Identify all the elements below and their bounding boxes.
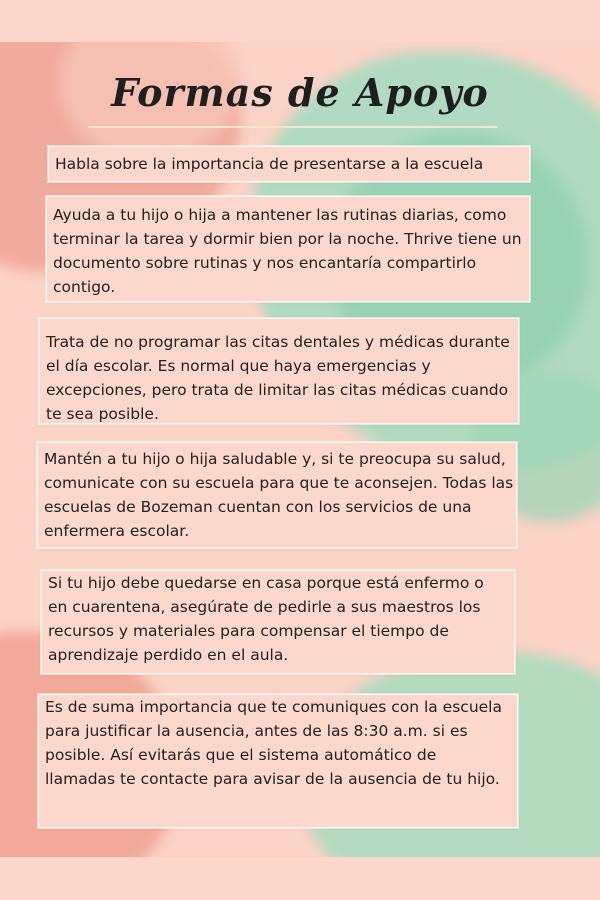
tip-card-absence xyxy=(38,694,518,828)
tip-text: Si tu hijo debe quedarse en casa porque está enfermo o en cuarentena, asegúrate de pedirle a sus maestros los recursos y materiales para compensar el tiempo de aprendizaje perdido en el aula. xyxy=(48,574,484,664)
tip-text: Es de suma importancia que te comuniques con la escuela para justificar la ausencia, antes de las 8:30 a.m. si es posible. Así evitarás que el sistema automático de llamadas te contacte para avisar de la ausencia de tu hijo. xyxy=(45,698,502,788)
tip-card-home xyxy=(41,570,515,674)
tip-card-appointments xyxy=(39,318,519,424)
tip-card-health xyxy=(37,442,517,548)
tip-text: Habla sobre la importancia de presentarse a la escuela xyxy=(55,155,484,173)
title-underline xyxy=(88,126,498,128)
tip-text: Mantén a tu hijo o hija saludable y, si te preocupa su salud, comunicate con su escuela para que te aconsejen. Todas las escuelas de Bozeman cuentan con los servicios de una enfermera escolar. xyxy=(44,450,514,540)
page-title: Formas de Apoyo xyxy=(111,70,489,115)
tip-text: Ayuda a tu hijo o hija a mantener las rutinas diarias, como terminar la tarea y dormir bien por la noche. Thrive tiene un documento sobre rutinas y nos encantaría compartirlo contigo. xyxy=(53,206,522,296)
tip-text: Trata de no programar las citas dentales y médicas durante el día escolar. Es normal que haya emergencias y excepciones, pero trata de limitar las citas médicas cuando te sea posible. xyxy=(46,333,510,423)
tip-card-routines xyxy=(46,196,530,302)
tip-card-attendance xyxy=(48,146,530,182)
